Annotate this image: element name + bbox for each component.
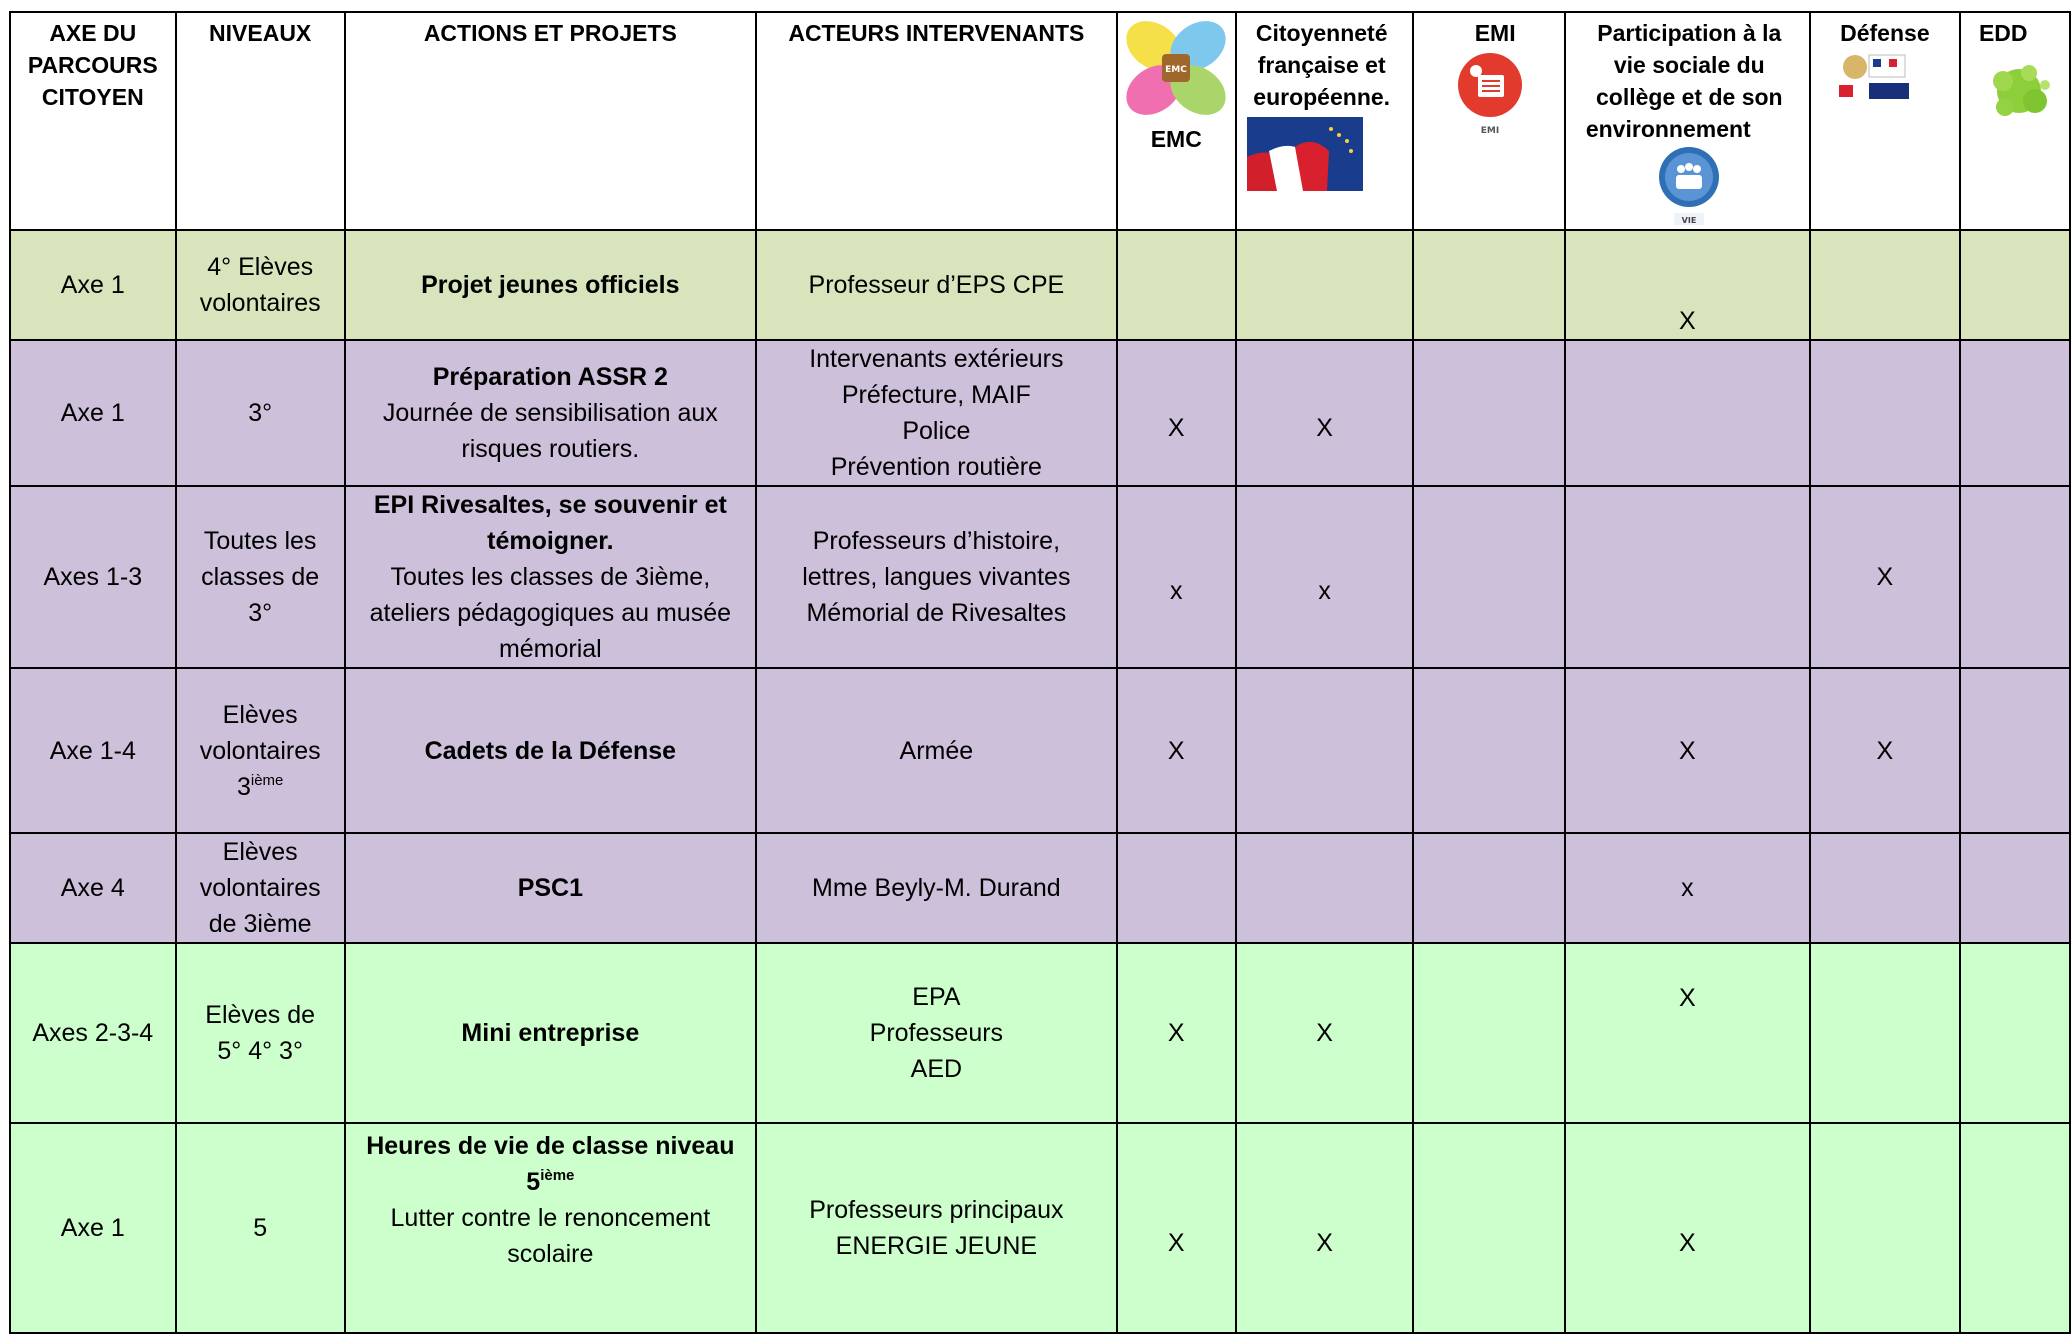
parcours-citoyen-table [9, 11, 2071, 1334]
mark-emi [1413, 668, 1564, 833]
cell-niveaux [176, 486, 345, 668]
mark-defense [1810, 230, 1960, 340]
cell-acteurs [756, 1123, 1117, 1333]
niveaux-line [185, 769, 336, 805]
header-axe-text: AXE DU PARCOURS CITOYEN [27, 20, 158, 110]
action-title: Cadets de la Défense [424, 736, 677, 765]
niveaux-sup: ième [250, 771, 284, 789]
cell-niveaux [176, 943, 345, 1123]
mark-emi [1413, 340, 1564, 486]
niveaux-base: 3 [236, 772, 251, 801]
action-title-base: 5 [526, 1168, 541, 1196]
header-emi-text: EMI [1474, 20, 1516, 46]
mark-emc [1117, 230, 1236, 340]
cell-actions [345, 340, 756, 486]
acteur-line: ENERGIE JEUNE [835, 1232, 1038, 1260]
acteur-line: Prévention routière [830, 453, 1042, 481]
mark-emc: x [1117, 486, 1236, 668]
mark-participation [1565, 340, 1810, 486]
niveaux-line: 3° [248, 399, 273, 427]
cell-niveaux [176, 340, 345, 486]
mark-emi [1413, 1123, 1564, 1333]
cell-actions [345, 833, 756, 943]
cell-niveaux [176, 833, 345, 943]
cell-acteurs [756, 230, 1117, 340]
mark-participation [1565, 486, 1810, 668]
acteur-line: Armée [899, 736, 974, 765]
mark-edd [1960, 943, 2070, 1123]
mark-emc: X [1117, 1123, 1236, 1333]
mark-defense [1810, 833, 1960, 943]
table-row [10, 668, 2070, 833]
action-title: Heures de vie de classe niveau [366, 1132, 735, 1160]
action-title: PSC1 [517, 874, 583, 902]
mark-edd [1960, 230, 2070, 340]
action-title: Préparation ASSR 2 [432, 363, 668, 391]
niveaux-line: Toutes les [203, 527, 317, 555]
acteur-line: lettres, langues vivantes [802, 563, 1071, 591]
acteur-line: Police [902, 417, 971, 445]
cell-axe: Axe 4 [10, 833, 176, 943]
niveaux-line: volontaires [199, 736, 321, 765]
cell-axe: Axe 1 [10, 1123, 176, 1333]
eu-france-flags-icon [1247, 117, 1363, 191]
niveaux-line: Elèves [222, 838, 298, 866]
header-actions-text: ACTIONS ET PROJETS [423, 20, 677, 46]
mark-citoyennete [1236, 833, 1414, 943]
header-axe [10, 12, 176, 230]
table-row [10, 943, 2070, 1123]
mark-citoyennete: X [1236, 1123, 1414, 1333]
cell-acteurs [756, 486, 1117, 668]
action-desc: mémorial [498, 635, 602, 663]
header-emc [1117, 12, 1236, 230]
mark-emi [1413, 486, 1564, 668]
emc-logo-text: EMC [1165, 65, 1188, 75]
cell-actions [345, 1123, 756, 1333]
action-title: EPI Rivesaltes, se souvenir et [373, 491, 727, 519]
mark-emi [1413, 833, 1564, 943]
niveaux-line: Elèves [222, 700, 298, 729]
cell-acteurs [756, 943, 1117, 1123]
niveaux-line: classes de [201, 563, 320, 591]
action-desc: ateliers pédagogiques au musée [369, 599, 732, 627]
action-title [354, 1164, 747, 1200]
mark-defense: X [1810, 486, 1960, 668]
mark-emc: X [1117, 943, 1236, 1123]
acteur-line: Professeurs principaux [809, 1196, 1064, 1224]
header-defense [1810, 12, 1960, 230]
mark-emi [1413, 230, 1564, 340]
cell-niveaux [176, 668, 345, 833]
header-edd-text: EDD [1978, 20, 2028, 46]
mark-participation: X [1565, 943, 1810, 1123]
table-row [10, 833, 2070, 943]
niveaux-line: volontaires [199, 289, 321, 317]
mark-emc: X [1117, 668, 1236, 833]
acteur-line: Professeurs [869, 1019, 1004, 1047]
mark-emi [1413, 943, 1564, 1123]
header-participation-text: Participation à la vie sociale du collège et de son environnement [1585, 20, 1783, 142]
cell-axe: Axe 1 [10, 340, 176, 486]
table-row [10, 340, 2070, 486]
header-emc-text: EMC [1150, 126, 1202, 152]
mark-citoyennete: x [1236, 486, 1414, 668]
mark-participation: X [1565, 230, 1810, 340]
mark-participation: X [1565, 668, 1810, 833]
mark-defense [1810, 1123, 1960, 1333]
table-row [10, 486, 2070, 668]
cell-actions [345, 668, 756, 833]
niveaux-line: 4° Elèves [207, 253, 314, 281]
mark-defense: X [1810, 668, 1960, 833]
action-desc: Journée de sensibilisation aux [382, 399, 718, 427]
acteur-line: Intervenants extérieurs [809, 345, 1064, 373]
acteur-line: EPA [912, 983, 961, 1011]
cell-actions [345, 943, 756, 1123]
defense-logos-icon [1835, 51, 1935, 107]
action-desc: risques routiers. [461, 435, 640, 463]
mark-citoyennete: X [1236, 943, 1414, 1123]
vie-logo-text: VIE [1681, 216, 1697, 225]
header-actions [345, 12, 756, 230]
acteur-line: Mémorial de Rivesaltes [806, 599, 1067, 627]
vie-sociale-icon [1654, 145, 1724, 229]
cell-acteurs [756, 340, 1117, 486]
mark-citoyennete [1236, 230, 1414, 340]
header-defense-text: Défense [1840, 20, 1930, 46]
niveaux-line: de 3ième [208, 910, 312, 938]
acteur-line: Préfecture, MAIF [841, 381, 1031, 409]
cell-axe: Axes 1-3 [10, 486, 176, 668]
cell-axe: Axe 1-4 [10, 668, 176, 833]
niveaux-line: 5 [253, 1214, 268, 1242]
header-niveaux-text: NIVEAUX [209, 20, 312, 46]
action-title: témoigner. [487, 527, 614, 555]
niveaux-line: 3° [248, 599, 273, 627]
action-desc: scolaire [507, 1240, 594, 1268]
action-desc: Toutes les classes de 3ième, [390, 563, 711, 591]
header-niveaux [176, 12, 345, 230]
header-citoyennete [1236, 12, 1414, 230]
mark-edd [1960, 668, 2070, 833]
mark-emc: X [1117, 340, 1236, 486]
mark-participation: X [1565, 1123, 1810, 1333]
header-acteurs-text: ACTEURS INTERVENANTS [788, 20, 1085, 46]
emi-microphone-icon [1450, 49, 1530, 139]
edd-leaf-icon [1979, 51, 2059, 131]
action-desc: Lutter contre le renoncement [390, 1204, 711, 1232]
header-citoyennete-text: Citoyenneté française et européenne. [1253, 20, 1391, 110]
acteur-line: Professeur d’EPS CPE [808, 271, 1065, 299]
niveaux-line: 5° 4° 3° [217, 1037, 303, 1065]
table-row [10, 230, 2070, 340]
header-emi [1413, 12, 1564, 230]
mark-edd [1960, 340, 2070, 486]
emc-flower-icon [1120, 13, 1232, 123]
cell-acteurs [756, 833, 1117, 943]
cell-acteurs [756, 668, 1117, 833]
action-title: Mini entreprise [461, 1019, 640, 1047]
mark-citoyennete: X [1236, 340, 1414, 486]
action-title: Projet jeunes officiels [421, 271, 680, 299]
mark-edd [1960, 1123, 2070, 1333]
acteur-line: AED [910, 1055, 963, 1083]
cell-actions [345, 230, 756, 340]
acteur-line: Professeurs d’histoire, [812, 527, 1061, 555]
mark-defense [1810, 340, 1960, 486]
mark-edd [1960, 486, 2070, 668]
table-row [10, 1123, 2070, 1333]
header-row [10, 12, 2070, 230]
acteur-line: Mme Beyly-M. Durand [812, 874, 1061, 902]
action-title-sup: ième [540, 1167, 575, 1184]
mark-edd [1960, 833, 2070, 943]
niveaux-line: Elèves de [205, 1001, 316, 1029]
header-edd [1960, 12, 2070, 230]
header-participation [1565, 12, 1810, 230]
cell-actions [345, 486, 756, 668]
mark-participation: x [1565, 833, 1810, 943]
cell-axe: Axe 1 [10, 230, 176, 340]
cell-niveaux [176, 230, 345, 340]
niveaux-line: volontaires [199, 874, 321, 902]
mark-citoyennete [1236, 668, 1414, 833]
mark-emc [1117, 833, 1236, 943]
mark-defense [1810, 943, 1960, 1123]
emi-logo-text: EMI [1481, 126, 1500, 136]
cell-axe: Axes 2-3-4 [10, 943, 176, 1123]
cell-niveaux [176, 1123, 345, 1333]
header-acteurs [756, 12, 1117, 230]
